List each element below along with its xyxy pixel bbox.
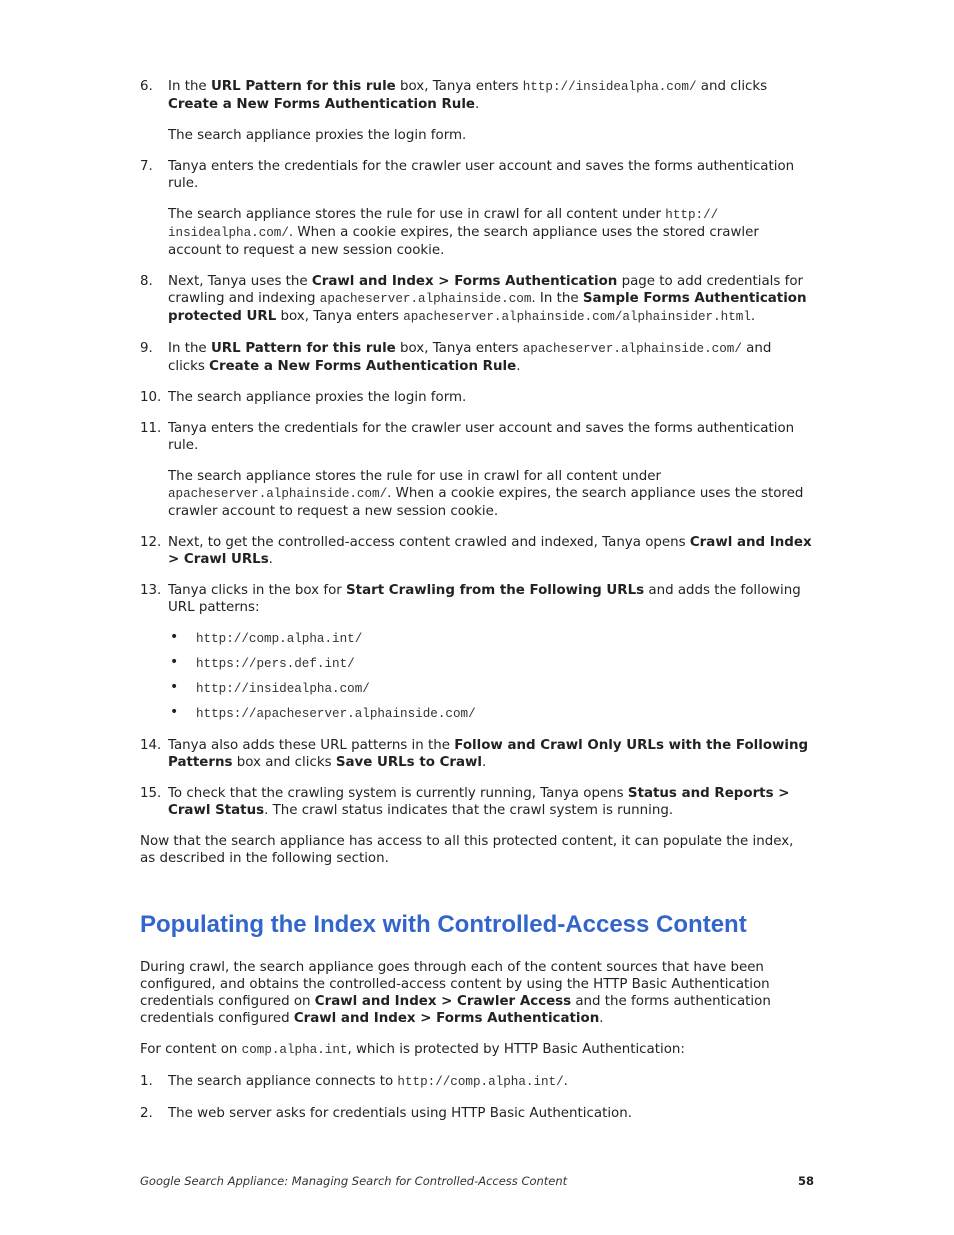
step-text bbox=[168, 582, 812, 616]
body-text: Tanya clicks in the box for bbox=[168, 583, 347, 598]
list-item bbox=[140, 158, 812, 259]
procedure-steps bbox=[140, 78, 812, 819]
body-text: During crawl, the search appliance goes through each of the content sources that have been configured, and obtains the controlled-access content by using the HTTP Basic Authentication credentials configured on bbox=[140, 960, 770, 1009]
ui-label: Crawl and Index > Forms Authentication bbox=[311, 274, 618, 289]
bullet-icon: • bbox=[170, 679, 179, 695]
list-item bbox=[140, 737, 812, 771]
body-text: box, Tanya enters bbox=[276, 309, 404, 324]
url-pattern-list bbox=[168, 630, 812, 723]
ui-label: Crawl and Index > Forms Authentication bbox=[293, 1011, 600, 1026]
step-text bbox=[168, 340, 812, 375]
list-item bbox=[140, 273, 812, 326]
step-number: 11. bbox=[140, 421, 162, 436]
page-footer bbox=[140, 1174, 814, 1188]
footer-title: Google Search Appliance: Managing Search for Controlled-Access Content bbox=[140, 1174, 568, 1188]
url-pattern-item bbox=[168, 655, 812, 673]
ui-label: Status and Reports > Crawl Status bbox=[168, 786, 790, 818]
body-text: The search appliance stores the rule for use in crawl for all content under bbox=[168, 469, 662, 484]
code-text: comp.alpha.int bbox=[241, 1043, 348, 1057]
body-text: The search appliance connects to bbox=[168, 1074, 398, 1089]
body-text: To check that the crawling system is currently running, Tanya opens bbox=[168, 786, 628, 801]
ui-label: Follow and Crawl Only URLs with the Following Patterns bbox=[168, 738, 809, 770]
body-text: . bbox=[599, 1011, 604, 1026]
body-text: and clicks bbox=[696, 79, 768, 94]
body-text: . The crawl status indicates that the crawl system is running. bbox=[264, 803, 674, 818]
body-text: and adds the following URL patterns: bbox=[168, 583, 801, 615]
list-item bbox=[140, 1105, 812, 1122]
list-item bbox=[140, 389, 812, 406]
step-text bbox=[168, 158, 812, 192]
step-number: 6. bbox=[140, 79, 153, 94]
body-text: . In the bbox=[531, 291, 583, 306]
step-number: 2. bbox=[140, 1106, 153, 1121]
step-number: 1. bbox=[140, 1074, 153, 1089]
step-text bbox=[168, 1105, 812, 1122]
code-text: apacheserver.alphainside.com bbox=[319, 292, 532, 306]
ui-label: URL Pattern for this rule bbox=[210, 341, 396, 356]
step-text bbox=[168, 737, 812, 771]
step-number: 7. bbox=[140, 159, 153, 174]
list-item bbox=[140, 534, 812, 568]
body-text: box and clicks bbox=[232, 755, 336, 770]
step-number: 13. bbox=[140, 583, 162, 598]
body-text: In the bbox=[168, 79, 211, 94]
body-text: page to add credentials for crawling and indexing bbox=[168, 274, 804, 306]
step-number: 10. bbox=[140, 390, 162, 405]
section-paragraphs bbox=[140, 959, 812, 1059]
list-item bbox=[140, 785, 812, 819]
code-text: http:// insidealpha.com/ bbox=[168, 208, 719, 240]
body-text: . When a cookie expires, the search appliance uses the stored crawler account to request a new session cookie. bbox=[168, 225, 759, 258]
body-text: Tanya enters the credentials for the crawler user account and saves the forms authentication rule. bbox=[168, 159, 795, 191]
bullet-icon: • bbox=[170, 704, 179, 720]
ui-label: Crawl and Index > Crawl URLs bbox=[168, 535, 812, 567]
code-text: apacheserver.alphainside.com/ bbox=[168, 487, 388, 501]
body-text: box, Tanya enters bbox=[395, 79, 523, 94]
url-pattern-item bbox=[168, 630, 812, 648]
step-text bbox=[168, 1073, 812, 1091]
body-text: Tanya enters the credentials for the crawler user account and saves the forms authentication rule. bbox=[168, 421, 795, 453]
list-item bbox=[140, 582, 812, 723]
step-text bbox=[168, 78, 812, 113]
section-heading: Populating the Index with Controlled-Access Content bbox=[140, 911, 747, 938]
ui-label: Sample Forms Authentication protected URL bbox=[168, 291, 807, 324]
step-number: 14. bbox=[140, 738, 162, 753]
list-item bbox=[140, 420, 812, 520]
ui-label: Create a New Forms Authentication Rule bbox=[168, 97, 476, 112]
step-result bbox=[168, 206, 812, 259]
code-text: http://insidealpha.com/ bbox=[522, 80, 697, 94]
body-text: . bbox=[563, 1074, 568, 1089]
body-text: . When a cookie expires, the search appliance uses the stored crawler account to request a new session cookie. bbox=[168, 486, 804, 519]
url-pattern-item bbox=[168, 680, 812, 698]
url-pattern: http://insidealpha.com/ bbox=[196, 682, 370, 696]
list-item bbox=[140, 340, 812, 375]
code-text: http://comp.alpha.int/ bbox=[397, 1075, 564, 1089]
step-number: 9. bbox=[140, 341, 153, 356]
code-text: apacheserver.alphainside.com/alphainsider.html bbox=[403, 310, 751, 324]
ui-label: URL Pattern for this rule bbox=[210, 79, 396, 94]
step-result bbox=[168, 468, 812, 520]
bullet-icon: • bbox=[170, 629, 179, 645]
code-text: apacheserver.alphainside.com/ bbox=[522, 342, 742, 356]
body-text: In the bbox=[168, 341, 211, 356]
step-number: 12. bbox=[140, 535, 162, 550]
page-number: 58 bbox=[797, 1174, 814, 1188]
body-text: and the forms authentication credentials configured bbox=[140, 994, 771, 1026]
list-item bbox=[140, 78, 812, 144]
body-text: box, Tanya enters bbox=[395, 341, 523, 356]
url-pattern: http://comp.alpha.int/ bbox=[196, 632, 363, 646]
step-text bbox=[168, 389, 812, 406]
body-text: The search appliance proxies the login form. bbox=[168, 390, 467, 405]
body-text: , which is protected by HTTP Basic Authentication: bbox=[347, 1042, 685, 1057]
ui-label: Start Crawling from the Following URLs bbox=[346, 583, 645, 598]
ui-label: Create a New Forms Authentication Rule bbox=[209, 359, 517, 374]
url-pattern-item bbox=[168, 705, 812, 723]
ui-label: Crawl and Index > Crawler Access bbox=[314, 994, 572, 1009]
step-text bbox=[168, 273, 812, 326]
section-paragraph bbox=[140, 959, 812, 1027]
step-text bbox=[168, 785, 812, 819]
list-item bbox=[140, 1073, 812, 1091]
url-pattern: https://apacheserver.alphainside.com/ bbox=[196, 707, 476, 721]
step-text bbox=[168, 534, 812, 568]
body-text: Next, Tanya uses the bbox=[168, 274, 312, 289]
section-paragraph bbox=[140, 1041, 812, 1059]
body-text: The web server asks for credentials using HTTP Basic Authentication. bbox=[168, 1106, 632, 1121]
step-result bbox=[168, 127, 812, 144]
body-text: . bbox=[750, 309, 756, 324]
closing-paragraph: Now that the search appliance has access to all this protected content, it can populate the index, as described in the following section. bbox=[140, 834, 794, 866]
document-body bbox=[140, 78, 812, 1136]
step-text bbox=[168, 420, 812, 454]
body-text: Tanya also adds these URL patterns in the bbox=[168, 738, 455, 753]
body-text: and clicks bbox=[168, 341, 772, 374]
body-text: . bbox=[475, 97, 480, 112]
body-text: For content on bbox=[140, 1042, 242, 1057]
body-text: The search appliance proxies the login form. bbox=[168, 128, 467, 143]
body-text: . bbox=[516, 359, 521, 374]
body-text: . bbox=[268, 552, 273, 567]
body-text: Next, to get the controlled-access content crawled and indexed, Tanya opens bbox=[168, 535, 690, 550]
step-number: 15. bbox=[140, 786, 162, 801]
url-pattern: https://pers.def.int/ bbox=[196, 657, 355, 671]
basic-auth-steps bbox=[140, 1073, 812, 1122]
ui-label: Save URLs to Crawl bbox=[335, 755, 483, 770]
body-text: . bbox=[482, 755, 487, 770]
bullet-icon: • bbox=[170, 654, 179, 670]
body-text: The search appliance stores the rule for use in crawl for all content under bbox=[168, 207, 666, 222]
step-number: 8. bbox=[140, 274, 153, 289]
